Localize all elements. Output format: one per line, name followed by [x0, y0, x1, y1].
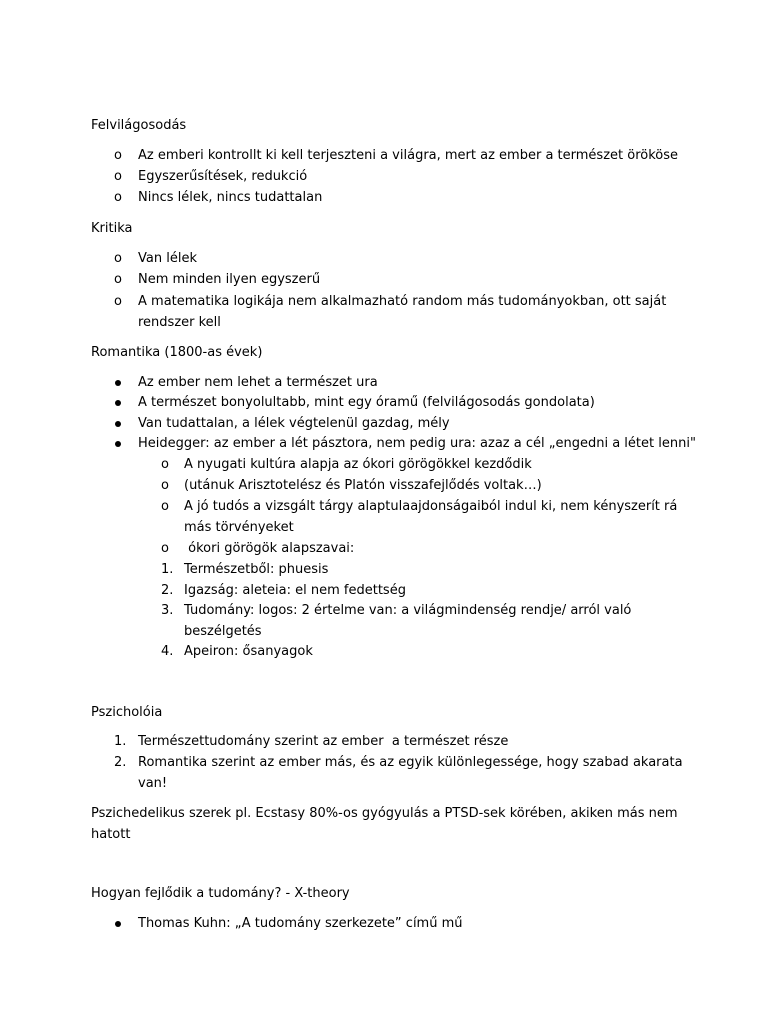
sub-list-item-text: A jó tudós a vizsgált tárgy alaptulaajdonságaiból indul ki, nem kényszerít rá	[184, 499, 678, 514]
bullet-dot-icon	[115, 400, 121, 406]
list-item-text: A természet bonyolultabb, mint egy óramű (felvilágosodás gondolata)	[138, 395, 595, 410]
list-item-text: Heidegger: az ember a lét pásztora, nem pedig ura: azaz a cél „engedni a létet lenni"	[138, 436, 696, 451]
number-marker: 3.	[161, 603, 174, 618]
list-item-text: Thomas Kuhn: „A tudomány szerkezete” című mű	[138, 916, 463, 931]
list-item-text: Nincs lélek, nincs tudattalan	[138, 190, 323, 205]
bullet-dot-icon	[115, 421, 121, 427]
numbered-item-text: Természettudomány szerint az ember a természet része	[138, 734, 509, 749]
bullet-dot-icon	[115, 921, 121, 927]
sub-list-item-text: (utánuk Arisztotelész és Platón visszafejlődés voltak…)	[184, 478, 542, 493]
numbered-item-text: Apeiron: ősanyagok	[184, 644, 313, 659]
list-item-text: Van tudattalan, a lélek végtelenül gazdag, mély	[138, 416, 450, 431]
sub-list-item-text: A nyugati kultúra alapja az ókori görögökkel kezdődik	[184, 457, 532, 472]
bullet-dot-icon	[115, 441, 121, 447]
number-marker: 2.	[114, 755, 127, 770]
circle-bullet-icon: o	[114, 169, 122, 184]
list-item-text: A matematika logikája nem alkalmazható random más tudományokban, ott saját	[138, 294, 667, 309]
bullet-dot-icon	[115, 380, 121, 386]
list-item-text: Nem minden ilyen egyszerű	[138, 272, 321, 287]
circle-bullet-icon: o	[161, 541, 169, 556]
list-item-text: Van lélek	[138, 251, 197, 266]
number-marker: 1.	[114, 734, 127, 749]
circle-bullet-icon: o	[161, 478, 169, 493]
list-item-text: rendszer kell	[138, 315, 221, 330]
numbered-item-text: Romantika szerint az ember más, és az egyik különlegessége, hogy szabad akarata	[138, 755, 683, 770]
list-item-text: Az ember nem lehet a természet ura	[138, 375, 378, 390]
number-marker: 4.	[161, 644, 174, 659]
number-marker: 1.	[161, 562, 174, 577]
heading-text: Felvilágosodás	[91, 118, 187, 133]
list-item-text: Egyszerűsítések, redukció	[138, 169, 308, 184]
circle-bullet-icon: o	[161, 457, 169, 472]
circle-bullet-icon: o	[114, 272, 122, 287]
heading-text: Hogyan fejlődik a tudomány? - X-theory	[91, 886, 350, 901]
numbered-item-text: Természetből: phuesis	[184, 562, 329, 577]
numbered-item-text: Tudomány: logos: 2 értelme van: a világmindenség rendje/ arról való	[184, 603, 632, 618]
sub-list-item-text: ókori görögök alapszavai:	[184, 541, 355, 556]
heading-text: Kritika	[91, 221, 133, 236]
paragraph-text: Pszichedelikus szerek pl. Ecstasy 80%-os gyógyulás a PTSD-sek körében, akiken más nem	[91, 806, 678, 821]
circle-bullet-icon: o	[114, 148, 122, 163]
paragraph-text: hatott	[91, 827, 131, 842]
sub-list-item-text: más törvényeket	[184, 520, 294, 535]
numbered-item-text: beszélgetés	[184, 624, 262, 639]
circle-bullet-icon: o	[114, 190, 122, 205]
numbered-item-text: van!	[138, 776, 168, 791]
list-item-text: Az emberi kontrollt ki kell terjeszteni a világra, mert az ember a természet örököse	[138, 148, 678, 163]
number-marker: 2.	[161, 583, 174, 598]
heading-text: Pszicholóia	[91, 705, 163, 720]
circle-bullet-icon: o	[161, 499, 169, 514]
circle-bullet-icon: o	[114, 251, 122, 266]
heading-text: Romantika (1800-as évek)	[91, 345, 263, 360]
numbered-item-text: Igazság: aleteia: el nem fedettség	[184, 583, 406, 598]
circle-bullet-icon: o	[114, 294, 122, 309]
